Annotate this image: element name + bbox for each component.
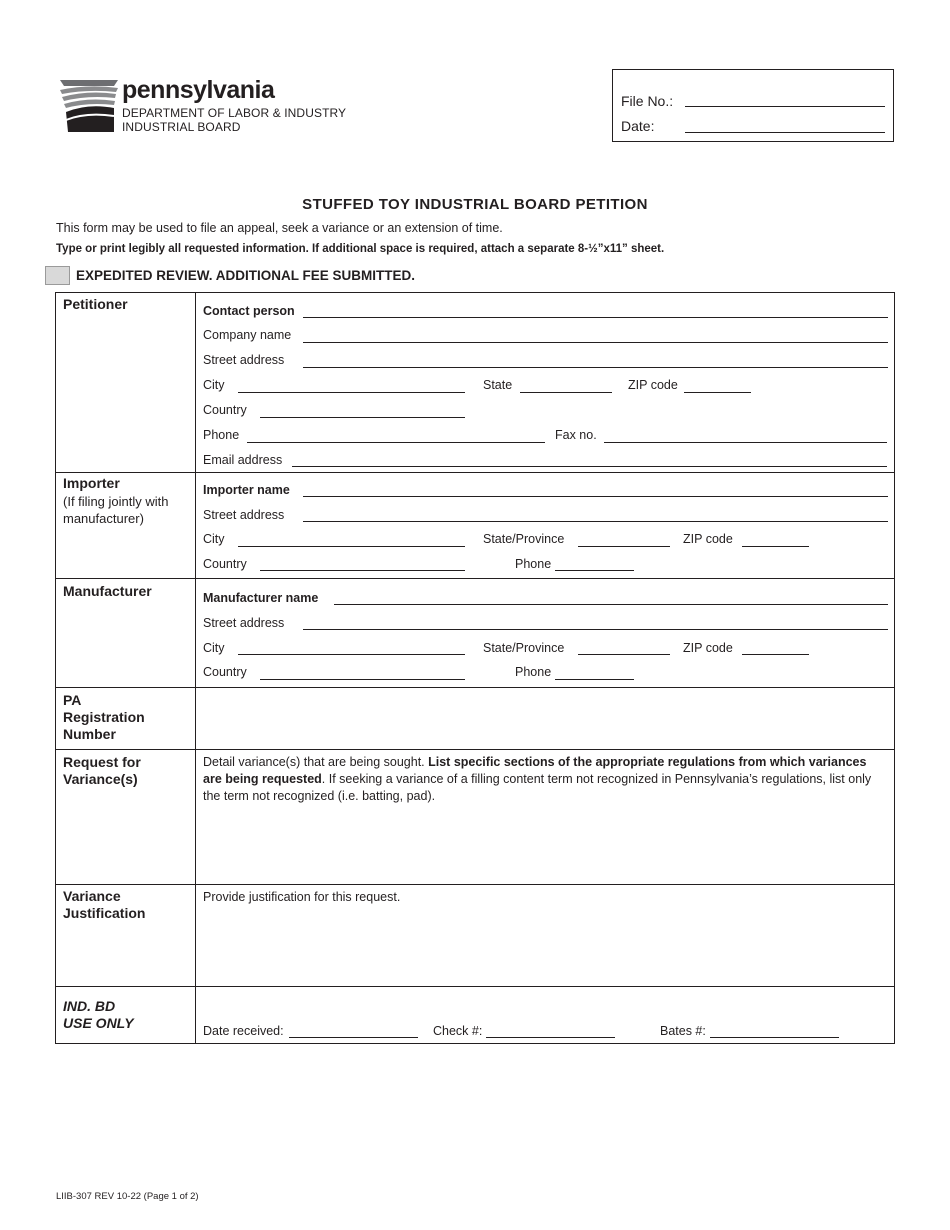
row-divider <box>55 749 895 750</box>
street-address-label: Street address <box>203 616 285 630</box>
city-label: City <box>203 378 225 392</box>
zip-label: ZIP code <box>628 378 678 392</box>
check-number-label: Check #: <box>433 1024 483 1038</box>
importer-heading: Importer <box>63 475 120 491</box>
phone-field[interactable] <box>555 570 634 571</box>
state-field[interactable] <box>520 392 612 393</box>
justification-instructions: Provide justification for this request. <box>203 890 401 904</box>
company-name-label: Company name <box>203 328 292 342</box>
company-name-field[interactable] <box>303 342 888 343</box>
bates-number-field[interactable] <box>710 1037 839 1038</box>
date-label: Date: <box>621 118 655 134</box>
email-field[interactable] <box>292 466 887 467</box>
instructions-text: Type or print legibly all requested information. If additional space is required, attach a separate 8-½”x11” sheet. <box>56 243 665 255</box>
date-received-field[interactable] <box>289 1037 418 1038</box>
registration-heading: Registration <box>63 709 145 725</box>
row-divider <box>55 884 895 885</box>
registration-heading: Number <box>63 726 116 742</box>
row-divider <box>55 472 895 473</box>
street-address-label: Street address <box>203 353 285 367</box>
country-label: Country <box>203 665 247 679</box>
phone-field[interactable] <box>247 442 545 443</box>
country-label: Country <box>203 403 247 417</box>
city-field[interactable] <box>238 654 465 655</box>
variance-request-instructions: Detail variance(s) that are being sought. List specific sections of the appropriate regulations from which variances are being requested. If seeking a variance of a filling content term not recognized in Pennsylvania’s regulations, list only the term not recognized (i.e. batting, pad). <box>203 755 872 803</box>
street-address-field[interactable] <box>303 367 888 368</box>
state-province-label: State/Province <box>483 532 565 546</box>
street-address-field[interactable] <box>303 521 888 522</box>
phone-label: Phone <box>203 428 240 442</box>
variance-request-heading: Variance(s) <box>63 771 138 787</box>
city-field[interactable] <box>238 546 465 547</box>
petitioner-heading: Petitioner <box>63 296 128 312</box>
city-label: City <box>203 641 225 655</box>
fax-field[interactable] <box>604 442 887 443</box>
country-field[interactable] <box>260 570 465 571</box>
zip-field[interactable] <box>742 546 809 547</box>
row-divider <box>55 578 895 579</box>
country-field[interactable] <box>260 417 465 418</box>
form-title: STUFFED TOY INDUSTRIAL BOARD PETITION <box>302 196 648 213</box>
manufacturer-heading: Manufacturer <box>63 583 152 599</box>
zip-label: ZIP code <box>683 641 733 655</box>
state-label: State <box>483 378 513 392</box>
justification-field[interactable] <box>196 908 894 986</box>
city-label: City <box>203 532 225 546</box>
importer-subheading: (If filing jointly with <box>63 494 169 509</box>
state-province-field[interactable] <box>578 546 670 547</box>
state-province-field[interactable] <box>578 654 670 655</box>
street-address-field[interactable] <box>303 629 888 630</box>
intro-text: This form may be used to file an appeal, seek a variance or an extension of time. <box>56 221 503 235</box>
zip-field[interactable] <box>684 392 751 393</box>
expedited-review-label: EXPEDITED REVIEW. ADDITIONAL FEE SUBMITTED. <box>76 268 416 283</box>
variance-request-field[interactable] <box>196 806 894 884</box>
office-use-heading: USE ONLY <box>63 1015 134 1031</box>
importer-name-label: Importer name <box>203 483 290 497</box>
country-label: Country <box>203 557 247 571</box>
logo-wordmark: pennsylvania <box>122 76 275 104</box>
check-number-field[interactable] <box>486 1037 615 1038</box>
board-name: INDUSTRIAL BOARD <box>122 120 241 134</box>
file-info-box <box>612 69 894 142</box>
city-field[interactable] <box>238 392 465 393</box>
file-no-field[interactable] <box>685 106 885 107</box>
justification-heading: Variance <box>63 888 121 904</box>
zip-label: ZIP code <box>683 532 733 546</box>
date-field[interactable] <box>685 132 885 133</box>
form-number: LIIB-307 REV 10-22 (Page 1 of 2) <box>56 1191 199 1202</box>
office-use-heading: IND. BD <box>63 998 116 1014</box>
registration-number-field[interactable] <box>196 688 894 749</box>
phone-field[interactable] <box>555 679 634 680</box>
email-label: Email address <box>203 453 283 467</box>
state-province-label: State/Province <box>483 641 565 655</box>
manufacturer-name-field[interactable] <box>334 604 888 605</box>
importer-name-field[interactable] <box>303 496 888 497</box>
registration-heading: PA <box>63 692 82 708</box>
row-divider <box>55 986 895 987</box>
importer-subheading: manufacturer) <box>63 511 144 526</box>
manufacturer-name-label: Manufacturer name <box>203 591 319 605</box>
file-no-label: File No.: <box>621 93 674 109</box>
bates-number-label: Bates #: <box>660 1024 706 1038</box>
contact-person-field[interactable] <box>303 317 888 318</box>
phone-label: Phone <box>515 557 552 571</box>
justification-heading: Justification <box>63 905 146 921</box>
expedited-review-checkbox[interactable] <box>45 266 70 285</box>
variance-request-heading: Request for <box>63 754 141 770</box>
department-name: DEPARTMENT OF LABOR & INDUSTRY <box>122 106 347 120</box>
contact-person-label: Contact person <box>203 304 295 318</box>
date-received-label: Date received: <box>203 1024 284 1038</box>
country-field[interactable] <box>260 679 465 680</box>
street-address-label: Street address <box>203 508 285 522</box>
fax-label: Fax no. <box>555 428 597 442</box>
zip-field[interactable] <box>742 654 809 655</box>
phone-label: Phone <box>515 665 552 679</box>
